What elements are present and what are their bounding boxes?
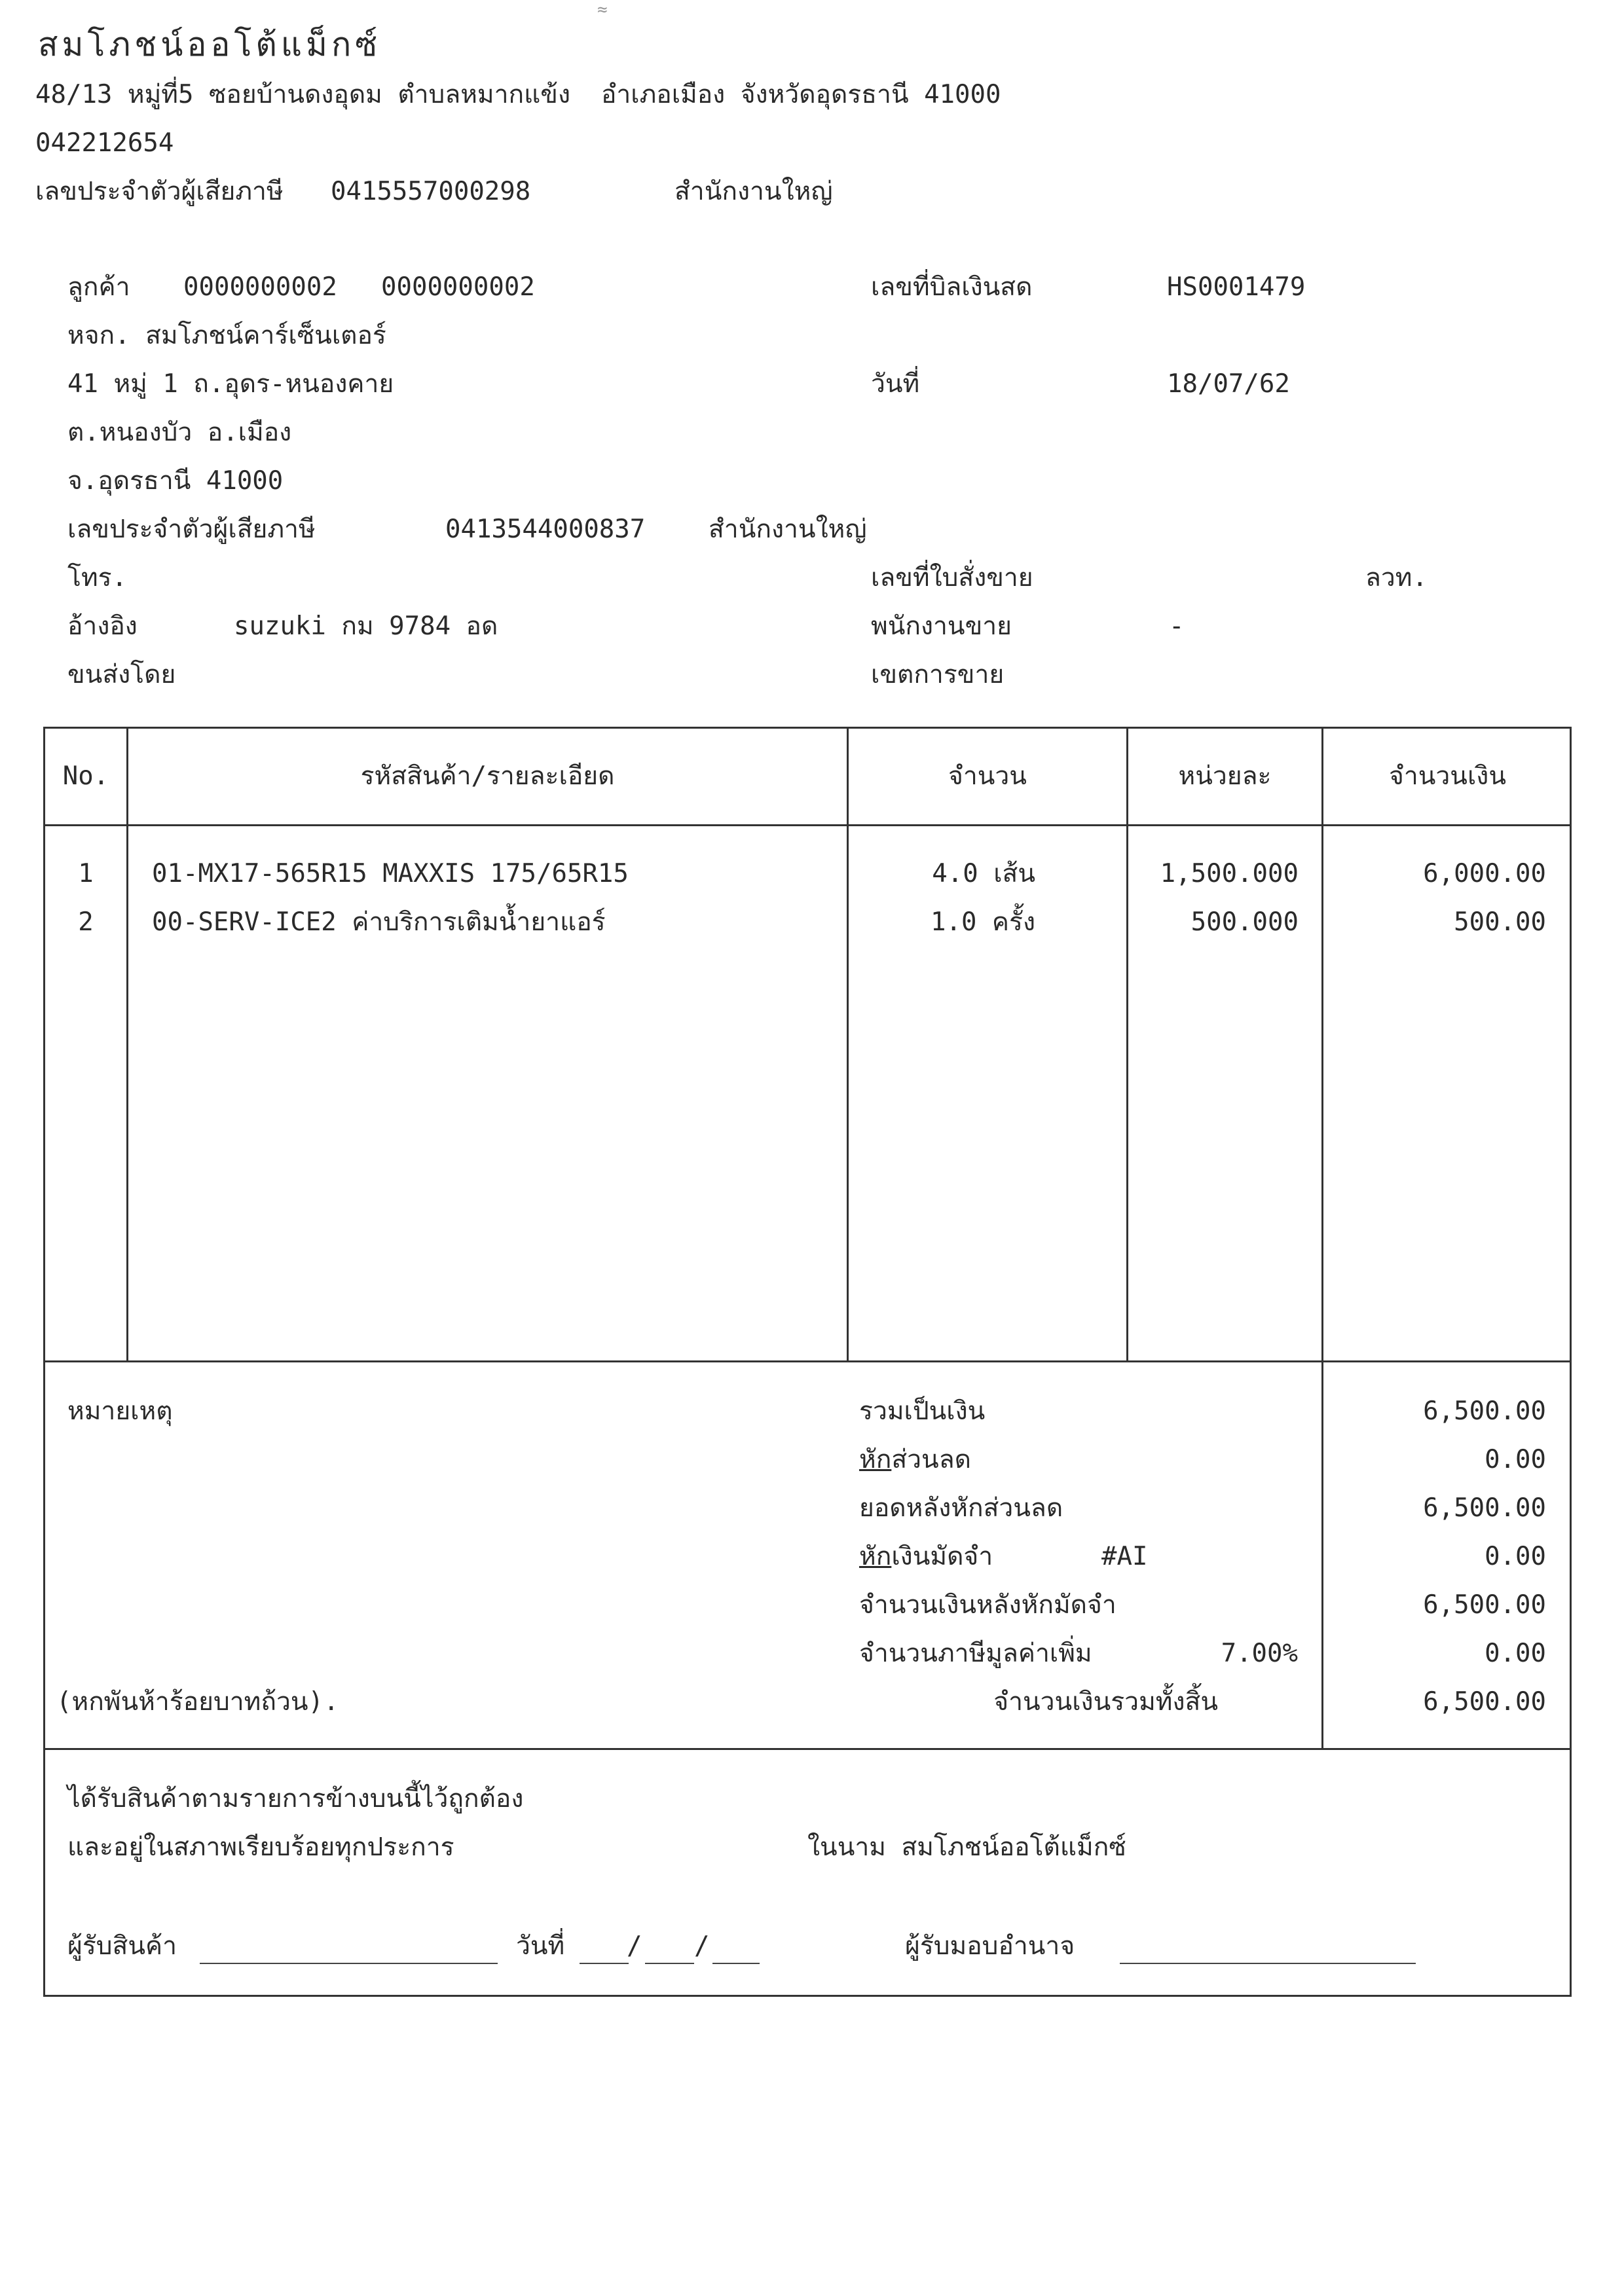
deposit-label	[859, 1542, 993, 1573]
customer-phone-label: โทร.	[67, 563, 128, 592]
receiver-signature-line[interactable]	[200, 1963, 498, 1964]
customer-tax-label: เลขประจำตัวผู้เสียภาษี	[67, 515, 316, 544]
subtotal-label: รวมเป็นเงิน	[859, 1396, 986, 1426]
header-no: No.	[62, 761, 109, 791]
salesperson-value: -	[1169, 611, 1185, 641]
grand-total-label: จำนวนเงินรวมทั้งสิ้น	[993, 1687, 1218, 1717]
header-description: รหัสสินค้า/รายละเอียด	[360, 761, 615, 791]
header-quantity: จำนวน	[948, 761, 1027, 791]
row-1-no: 1	[78, 859, 94, 888]
customer-ref-label: อ้างอิง	[67, 611, 138, 641]
discount-value: 0.00	[1485, 1445, 1546, 1474]
amount-in-words: (หกพันห้าร้อยบาทถ้วน).	[56, 1687, 339, 1717]
items-bottom-divider	[43, 1360, 1572, 1362]
salesperson-label: พนักงานขาย	[871, 611, 1012, 641]
received-statement-1: ได้รับสินค้าตามรายการข้างบนนี้ไว้ถูกต้อง	[67, 1784, 524, 1813]
received-statement-2: และอยู่ในสภาพเรียบร้อยทุกประการ	[67, 1832, 454, 1862]
on-behalf-of: ในนาม สมโภชน์ออโต้แม็กซ์	[807, 1832, 1126, 1862]
receiver-label: ผู้รับสินค้า	[67, 1931, 177, 1961]
authorized-signature-line[interactable]	[1120, 1963, 1416, 1964]
remarks-label: หมายเหตุ	[67, 1396, 173, 1426]
row-1-quantity: 4.0 เส้น	[932, 859, 1035, 888]
vat-rate: 7.00%	[1221, 1639, 1298, 1668]
row-1-description: 01-MX17-565R15 MAXXIS 175/65R15	[152, 859, 629, 888]
date-label: วันที่	[871, 369, 920, 399]
after-deposit-label: จำนวนเงินหลังหักมัดจำ	[859, 1590, 1116, 1620]
row-2-no: 2	[78, 907, 94, 937]
grand-total-value: 6,500.00	[1423, 1687, 1546, 1717]
date-separator-1: /	[627, 1931, 642, 1961]
scan-speck: ≈	[597, 0, 608, 20]
after-discount-label: ยอดหลังหักส่วนลด	[859, 1493, 1063, 1523]
after-deposit-value: 6,500.00	[1423, 1590, 1546, 1620]
row-2-unit-price: 500.000	[1190, 907, 1299, 937]
customer-tax-id: 0413544000837	[445, 515, 646, 544]
after-discount-value: 6,500.00	[1423, 1493, 1546, 1523]
vat-label: จำนวนภาษีมูลค่าเพิ่ม	[859, 1639, 1092, 1668]
customer-ship-label: ขนส่งโดย	[67, 660, 176, 689]
date-separator-2: /	[694, 1931, 710, 1961]
header-unit-price: หน่วยละ	[1178, 761, 1272, 791]
deposit-value: 0.00	[1485, 1542, 1546, 1571]
invoice-date: 18/07/62	[1167, 369, 1290, 399]
customer-branch: สำนักงานใหญ่	[709, 515, 867, 544]
row-1-amount: 6,000.00	[1423, 859, 1546, 888]
company-address: 48/13 หมู่ที่5 ซอยบ้านดงอุดม ตำบลหมากแข้ง อำเภอเมือง จังหวัดอุดรธานี 41000	[35, 80, 1001, 109]
customer-code-1: 0000000002	[183, 272, 337, 302]
sales-zone-label: เขตการขาย	[871, 660, 1005, 689]
deposit-label-rest: เงินมัดจำ	[891, 1542, 993, 1571]
receive-date-label: วันที่	[516, 1931, 565, 1961]
row-2-quantity: 1.0 ครั้ง	[931, 907, 1035, 937]
order-no-label: เลขที่ใบสั่งขาย	[871, 563, 1033, 592]
column-divider-2	[847, 727, 849, 1362]
receive-day-line[interactable]	[580, 1963, 629, 1964]
receive-month-line[interactable]	[645, 1963, 694, 1964]
discount-label-rest: ส่วนลด	[891, 1445, 971, 1474]
subtotal-value: 6,500.00	[1423, 1396, 1546, 1426]
company-branch: สำนักงานใหญ่	[674, 177, 833, 206]
receive-year-line[interactable]	[712, 1963, 760, 1964]
customer-code-2: 0000000002	[381, 272, 535, 302]
deposit-code: #AI	[1101, 1542, 1148, 1571]
order-no-value: ลวท.	[1365, 563, 1428, 592]
customer-name: หจก. สมโภชน์คาร์เซ็นเตอร์	[67, 321, 386, 350]
column-divider-1	[126, 727, 128, 1362]
company-phone: 042212654	[35, 128, 174, 158]
company-tax-id: 0415557000298	[331, 177, 531, 206]
summary-bottom-divider	[43, 1748, 1572, 1750]
company-tax-label: เลขประจำตัวผู้เสียภาษี	[35, 177, 284, 206]
column-divider-3	[1126, 727, 1128, 1362]
row-2-description: 00-SERV-ICE2 ค่าบริการเติมน้ำยาแอร์	[152, 907, 606, 937]
company-name: สมโภชน์ออโต้แม็กซ์	[38, 26, 382, 64]
bill-no: HS0001479	[1167, 272, 1306, 302]
header-divider	[43, 824, 1572, 826]
row-1-unit-price: 1,500.000	[1160, 859, 1299, 888]
customer-label: ลูกค้า	[67, 272, 130, 302]
authorized-label: ผู้รับมอบอำนาจ	[905, 1931, 1075, 1961]
deposit-label-prefix: หัก	[859, 1542, 892, 1571]
vat-value: 0.00	[1485, 1639, 1546, 1668]
customer-address-3: จ.อุดรธานี 41000	[67, 466, 284, 496]
bill-no-label: เลขที่บิลเงินสด	[871, 272, 1033, 302]
header-amount: จำนวนเงิน	[1388, 761, 1506, 791]
customer-ref-value: suzuki กม 9784 อด	[234, 611, 498, 641]
discount-label-prefix: หัก	[859, 1445, 892, 1474]
customer-address-2: ต.หนองบัว อ.เมือง	[67, 418, 292, 447]
customer-address-1: 41 หมู่ 1 ถ.อุดร-หนองคาย	[67, 369, 394, 399]
discount-label	[859, 1445, 971, 1476]
row-2-amount: 500.00	[1454, 907, 1546, 937]
